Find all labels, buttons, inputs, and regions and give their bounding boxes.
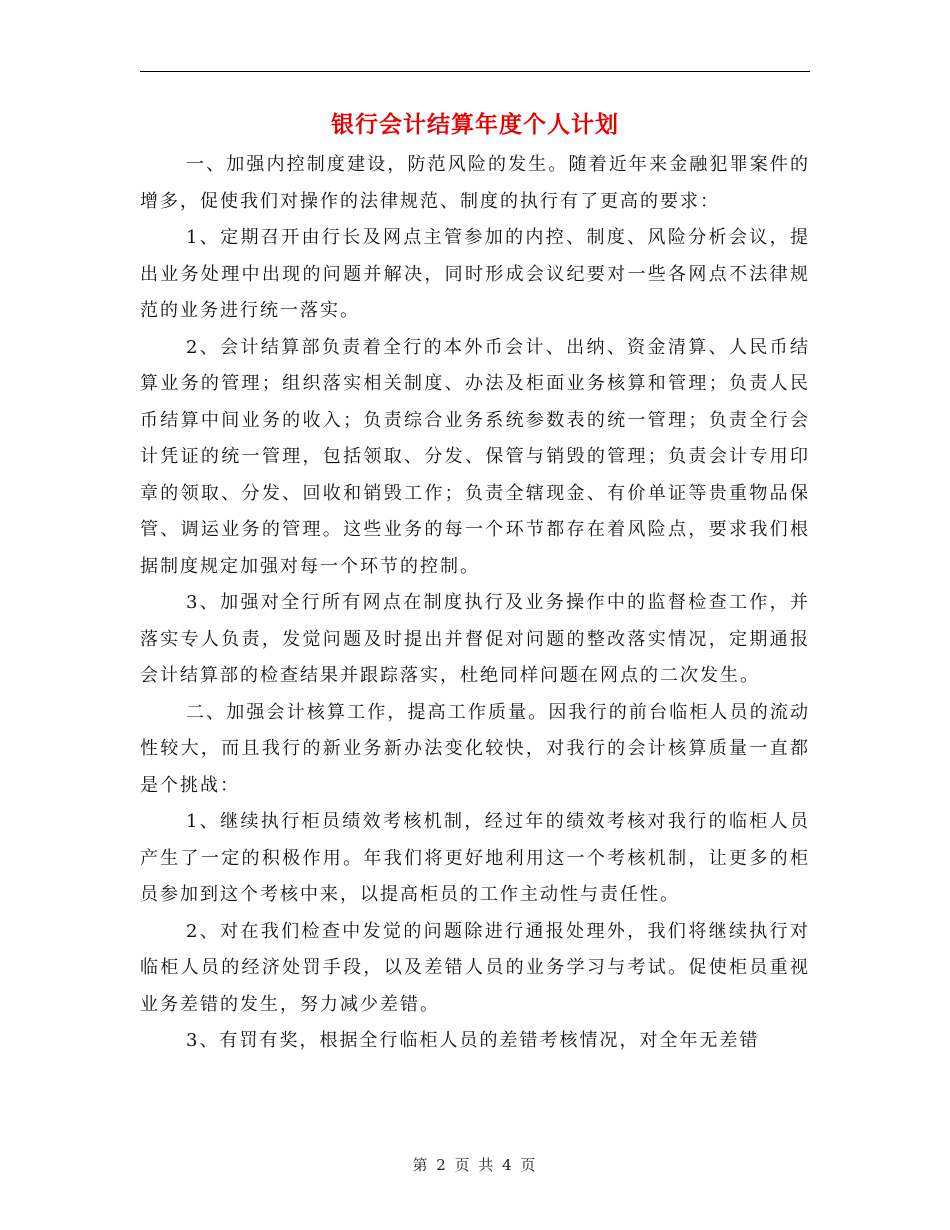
paragraph-5: 二、加强会计核算工作，提高工作质量。因我行的前台临柜人员的流动性较大，而且我行的新业务新办法变化较快，对我行的会计核算质量一直都是个挑战： [140, 701, 810, 796]
header-rule [140, 71, 810, 72]
paragraph-3: 2、会计结算部负责着全行的本外币会计、出纳、资金清算、人民币结算业务的管理；组织落实相关制度、办法及柜面业务核算和管理；负责人民币结算中间业务的收入；负责综合业务系统参数表的统一管理；负责全行会计凭证的统一管理，包括领取、分发、保管与销毁的管理；负责会计专用印章的领取、分发、回收和销毁工作；负责全辖现金、有价单证等贵重物品保管、调运业务的管理。这些业务的每一个环节都存在着风险点，要求我们根据制度规定加强对每一个环节的控制。 [140, 336, 810, 577]
paragraph-6: 1、继续执行柜员绩效考核机制，经过年的绩效考核对我行的临柜人员产生了一定的积极作用。年我们将更好地利用这一个考核机制，让更多的柜员参加到这个考核中来，以提高柜员的工作主动性与责任性。 [140, 811, 810, 905]
page-number-footer: 第 2 页 共 4 页 [412, 1156, 538, 1174]
paragraph-8: 3、有罚有奖，根据全行临柜人员的差错考核情况，对全年无差错 [186, 1030, 760, 1051]
paragraph-7: 2、对在我们检查中发觉的问题除进行通报处理外，我们将继续执行对临柜人员的经济处罚手段，以及差错人员的业务学习与考试。促使柜员重视业务差错的发生，努力减少差错。 [140, 920, 810, 1015]
document-body [140, 147, 810, 1060]
paragraph-2: 1、定期召开由行长及网点主管参加的内控、制度、风险分析会议，提出业务处理中出现的问题并解决，同时形成会议纪要对一些各网点不法律规范的业务进行统一落实。 [140, 227, 810, 321]
document-title: 银行会计结算年度个人计划 [331, 111, 619, 138]
paragraph-4: 3、加强对全行所有网点在制度执行及业务操作中的监督检查工作，并落实专人负责，发觉问题及时提出并督促对问题的整改落实情况，定期通报会计结算部的检查结果并跟踪落实，杜绝同样问题在网点的二次发生。 [140, 592, 810, 686]
paragraph-1: 一、加强内控制度建设，防范风险的发生。随着近年来金融犯罪案件的增多，促使我们对操作的法律规范、制度的执行有了更高的要求： [140, 154, 810, 212]
